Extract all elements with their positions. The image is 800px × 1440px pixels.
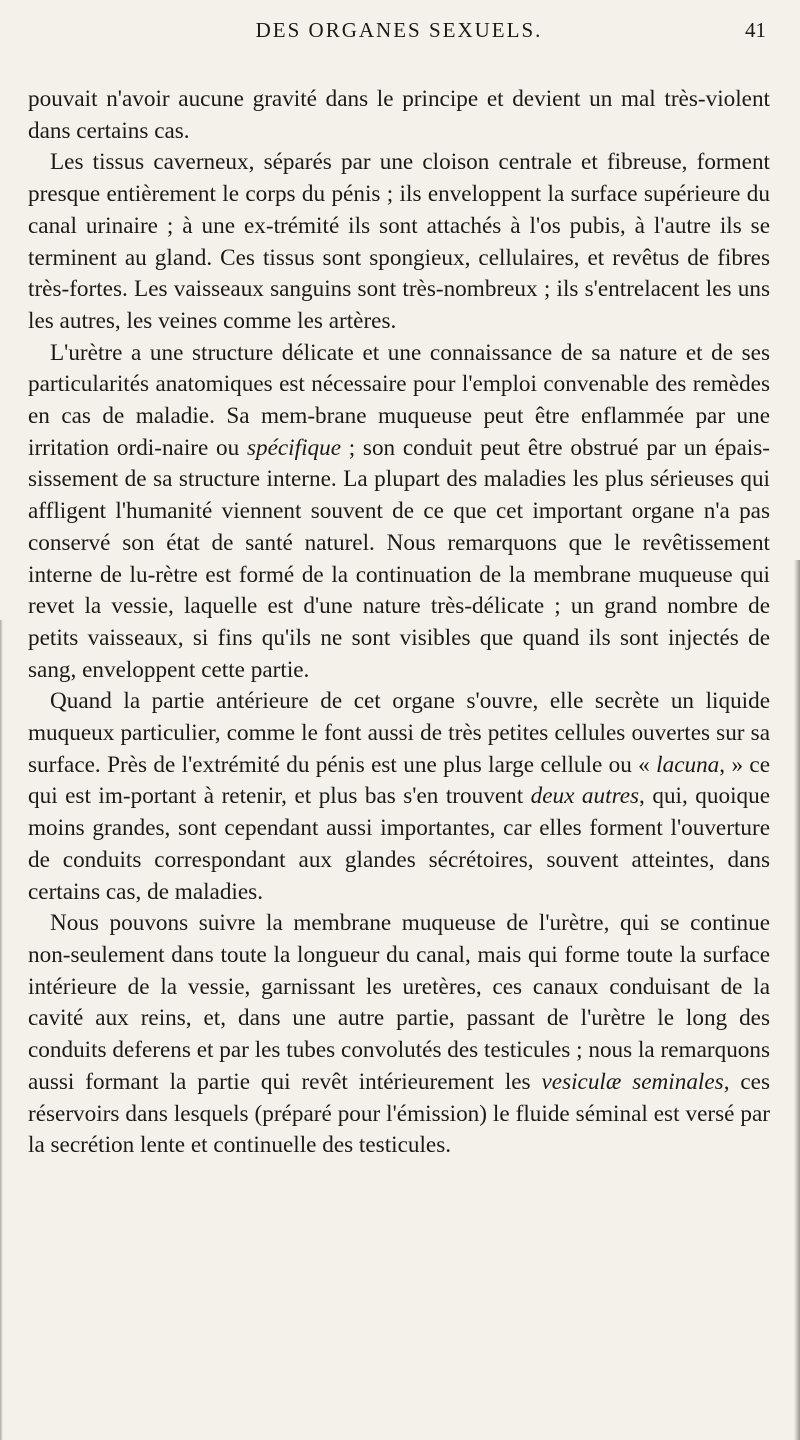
italic-text: spécifique [246, 434, 341, 461]
text-run: , qui, quoique moins grandes, sont cependant aussi importantes, car elles forment l'ouverture de conduits correspondant aux glandes sécrétoires, souvent atteintes, dans certains cas, de maladies. [28, 783, 770, 905]
italic-text: deux autres [530, 783, 640, 810]
text-run: Nous pouvons suivre la membrane muqueuse de l'urètre, qui se continue non-seulement dans toute la longueur du canal, mais qui forme toute la surface intérieure de la vessie, garnissant les uretères, ces canaux conduisant de la cavité aux reins, et, dans une autre partie, passant de l'urètre le long des conduits deferens et par les tubes convolutés des testicules ; nous la remarquons aussi formant la partie qui revêt intérieurement les [28, 910, 770, 1095]
paragraph [28, 686, 770, 908]
text-run: Les tissus caverneux, séparés par une cloison centrale et fibreuse, forment presque entièrement le corps du pénis ; ils enveloppent la surface supérieure du canal urinaire ; à une ex-trémité ils sont attachés à l'os pubis, à l'autre ils se terminent au gland. Ces tissus sont spongieux, cellulaires, et revêtus de fibres très-fortes. Les vaisseaux sanguins sont très-nombreux ; ils s'entrelacent les uns les autres, les veines comme les artères. [28, 149, 770, 334]
running-head [28, 18, 770, 54]
binding-shadow-left [0, 620, 3, 1440]
text-run: , » ce qui est im-portant à retenir, et plus bas s'en trouvent [28, 751, 770, 810]
paragraph [28, 147, 770, 337]
binding-shadow-right [794, 560, 800, 1440]
running-title: DES ORGANES SEXUELS. [255, 18, 543, 42]
paragraph [28, 908, 770, 1162]
body-text [28, 84, 770, 1162]
text-run: pouvait n'avoir aucune gravité dans le principe et devient un mal très-violent dans certains cas. [28, 86, 770, 144]
text-run: L'urètre a une structure délicate et une connaissance de sa nature et de ses particularités anatomiques est nécessaire pour l'emploi convenable des remèdes en cas de maladie. Sa mem-brane muqueuse peut être enflammée par une irritation ordi-naire ou [28, 339, 770, 461]
italic-text: lacuna [656, 751, 720, 778]
paragraph [28, 84, 770, 147]
text-run: Quand la partie antérieure de cet organe s'ouvre, elle secrète un liquide muqueux particulier, comme le font aussi de très petites cellules ouvertes sur sa surface. Près de l'extrémité du pénis est une plus large cellule ou « [28, 688, 770, 778]
page-number: 41 [745, 18, 766, 42]
text-run: ; son conduit peut être obstrué par un épais-sissement de sa structure interne. La plupart des maladies les plus sérieuses qui affligent l'humanité viennent souvent de ce que cet important organe n'a pas conservé son état de santé naturel. Nous remarquons que le revêtissement interne de lu-rètre est formé de la continuation de la membrane muqueuse qui revet la vessie, laquelle est d'une nature très-délicate ; un grand nombre de petits vaisseaux, si fins qu'ils ne sont visibles que quand ils sont injectés de sang, enveloppent cette partie. [28, 434, 770, 683]
text-run: , ces réservoirs dans lesquels (préparé pour l'émission) le fluide séminal est versé par la secrétion lente et continuelle des testicules. [28, 1068, 770, 1159]
paragraph [28, 338, 770, 687]
italic-text: vesiculæ seminales [541, 1068, 724, 1095]
